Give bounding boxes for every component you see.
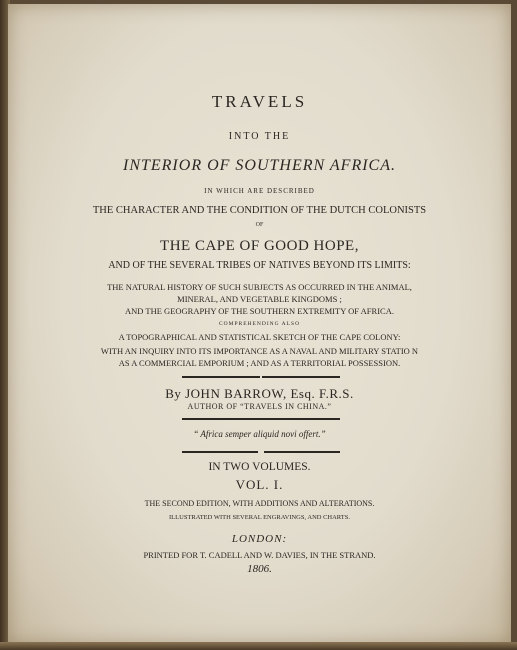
edition-line: THE SECOND EDITION, WITH ADDITIONS AND ALTERATIONS. (144, 499, 375, 508)
ornamental-rule-right (262, 376, 340, 378)
natural-history-line-2: MINERAL, AND VEGETABLE KINGDOMS ; (177, 294, 342, 304)
natural-history-line-1: THE NATURAL HISTORY OF SUCH SUBJECTS AS OCCURRED IN THE ANIMAL, (107, 282, 412, 292)
natural-history-line-3: AND THE GEOGRAPHY OF THE SOUTHERN EXTREMITY OF AFRICA. (125, 306, 394, 316)
author-line: By JOHN BARROW, Esq. F.R.S. (165, 386, 354, 401)
author-of-line: AUTHOR OF “TRAVELS IN CHINA.” (187, 402, 332, 411)
page-bottom-edge (0, 642, 517, 650)
printer-line: PRINTED FOR T. CADELL AND W. DAVIES, IN THE STRAND. (143, 550, 376, 560)
divider-rule-1 (182, 418, 340, 420)
into-the: INTO THE (228, 131, 291, 142)
volumes-line: IN TWO VOLUMES. (208, 461, 311, 473)
imprint-city: LONDON: (231, 533, 288, 545)
comprehending-line: COMPREHENDING ALSO (218, 321, 301, 327)
ornamental-rule-2-left (182, 451, 258, 453)
volume-number: VOL. I. (235, 477, 284, 492)
ornamental-rule-2-right (264, 451, 340, 453)
tribes-line: AND OF THE SEVERAL TRIBES OF NATIVES BEYOND ITS LIMITS: (108, 260, 411, 271)
motto: “ Africa semper aliquid novi offert.” (193, 429, 326, 439)
described-line: IN WHICH ARE DESCRIBED (204, 187, 315, 195)
dutch-colonists-line: THE CHARACTER AND THE CONDITION OF THE DUTCH COLONISTS (92, 205, 427, 216)
cape-of-good-hope: THE CAPE OF GOOD HOPE, (160, 238, 359, 254)
sketch-line: A TOPOGRAPHICAL AND STATISTICAL SKETCH OF THE CAPE COLONY: (118, 332, 401, 342)
illustrated-line: ILLUSTRATED WITH SEVERAL ENGRAVINGS, AND CHARTS. (169, 514, 350, 521)
subtitle: INTERIOR OF SOUTHERN AFRICA. (122, 157, 396, 174)
inquiry-line-1: WITH AN INQUIRY INTO ITS IMPORTANCE AS A NAVAL AND MILITARY STATIO N (100, 346, 419, 356)
imprint-year: 1806. (247, 563, 272, 575)
ornamental-rule-left (182, 376, 260, 378)
book-title: TRAVELS (211, 92, 308, 111)
inquiry-line-2: AS A COMMERCIAL EMPORIUM ; AND AS A TERRITORIAL POSSESSION. (118, 358, 401, 368)
of-line: OF (255, 222, 264, 228)
